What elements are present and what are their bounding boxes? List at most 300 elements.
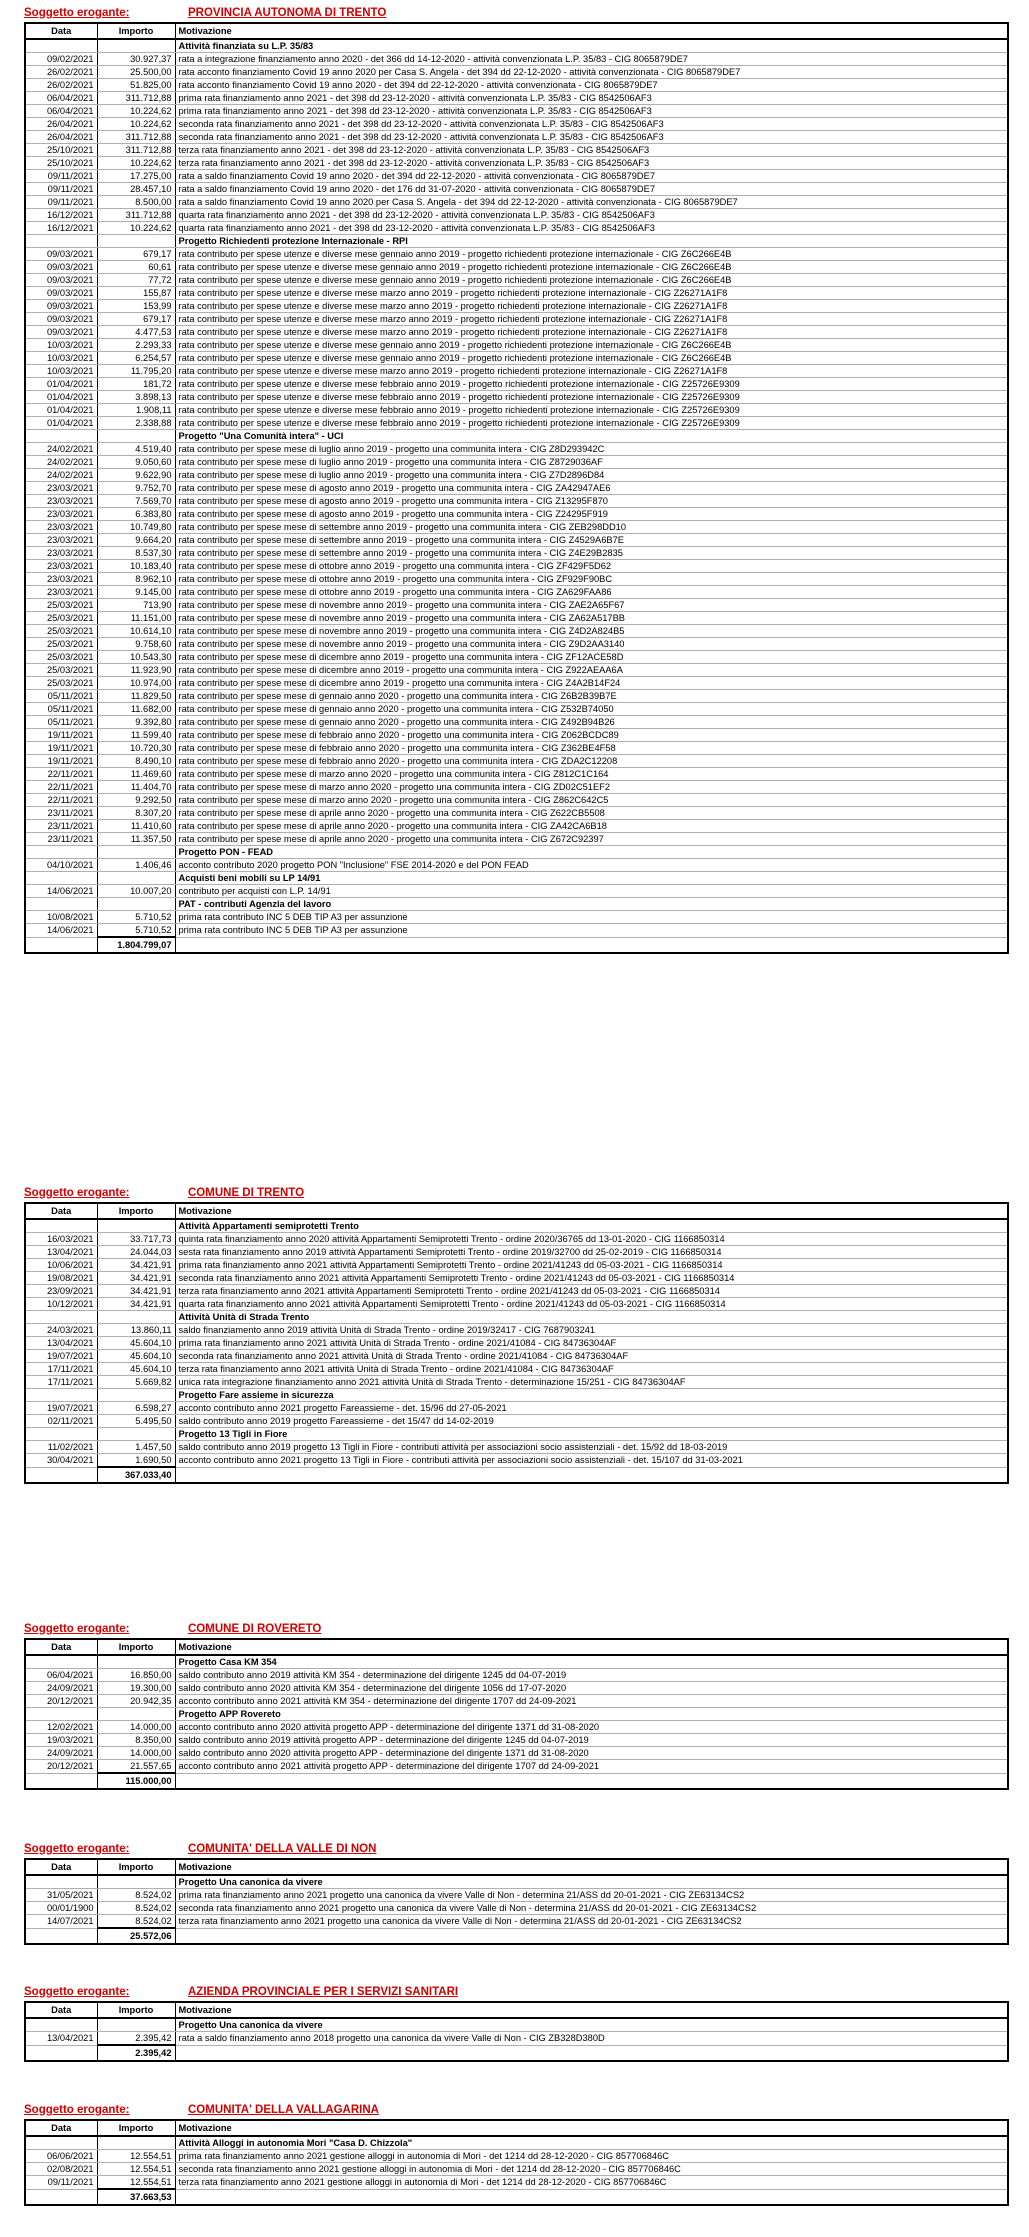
reason-cell: saldo contributo anno 2019 attività KM 354 - determinazione del dirigente 1245 dd 04-07-2019	[175, 1669, 1008, 1682]
amount-cell: 11.410,60	[97, 820, 175, 833]
amount-cell: 11.682,00	[97, 703, 175, 716]
empty-cell	[25, 1311, 97, 1324]
donor-label: Soggetto erogante:	[24, 2104, 130, 2116]
date-cell: 23/03/2021	[25, 521, 97, 534]
table-row	[25, 599, 1008, 612]
table-row	[25, 404, 1008, 417]
table-row	[25, 547, 1008, 560]
amount-cell: 10.614,10	[97, 625, 175, 638]
reason-cell: rata contributo per spese utenze e diverse mese marzo anno 2019 - progetto richiedenti protezione internazionale - CIG Z26271A1F8	[175, 326, 1008, 339]
total-amount: 1.804.799,07	[97, 937, 175, 953]
donor-header	[0, 1184, 1029, 1202]
donor-label: Soggetto erogante:	[24, 1623, 130, 1635]
amount-cell: 8.524,02	[97, 1902, 175, 1915]
total-row	[25, 1773, 1008, 1789]
table-row	[25, 781, 1008, 794]
table-row	[25, 820, 1008, 833]
reason-cell: prima rata finanziamento anno 2021 - det 398 dd 23-12-2020 - attività convenzionata L.P. 35/83 - CIG 8542506AF3	[175, 105, 1008, 118]
date-cell: 16/03/2021	[25, 1233, 97, 1246]
empty-cell	[25, 2136, 97, 2150]
table-row	[25, 911, 1008, 924]
table-row	[25, 196, 1008, 209]
amount-cell: 9.392,80	[97, 716, 175, 729]
table-row	[25, 1337, 1008, 1350]
reason-cell: acconto contributo anno 2021 attività KM 354 - determinazione del dirigente 1707 dd 24-09-2021	[175, 1695, 1008, 1708]
table-row	[25, 105, 1008, 118]
amount-cell: 9.145,00	[97, 586, 175, 599]
empty-cell	[25, 2018, 97, 2032]
table-row	[25, 534, 1008, 547]
table-row	[25, 352, 1008, 365]
donor-section	[0, 4, 1029, 954]
table-row	[25, 1298, 1008, 1311]
total-amount: 25.572,06	[97, 1928, 175, 1944]
date-cell: 23/11/2021	[25, 807, 97, 820]
date-cell: 24/02/2021	[25, 469, 97, 482]
table-row	[25, 2032, 1008, 2046]
date-cell: 09/11/2021	[25, 196, 97, 209]
date-cell: 17/11/2021	[25, 1376, 97, 1389]
amount-cell: 6.383,80	[97, 508, 175, 521]
total-amount: 367.033,40	[97, 1467, 175, 1483]
table-row	[25, 716, 1008, 729]
reason-cell: quarta rata finanziamento anno 2021 attività Appartamenti Semiprotetti Trento - ordine 2021/41243 dd 05-03-2021 - CIG 1166850314	[175, 1298, 1008, 1311]
amount-cell: 10.224,62	[97, 105, 175, 118]
date-cell: 06/04/2021	[25, 105, 97, 118]
group-heading-row	[25, 1655, 1008, 1669]
date-cell: 19/11/2021	[25, 729, 97, 742]
header-reason: Motivazione	[175, 23, 1008, 39]
empty-cell	[25, 1708, 97, 1721]
reason-cell: prima rata finanziamento anno 2021 - det 398 dd 23-12-2020 - attività convenzionata L.P. 35/83 - CIG 8542506AF3	[175, 92, 1008, 105]
reason-cell: saldo contributo anno 2020 attività KM 354 - determinazione del dirigente 1056 dd 17-07-2020	[175, 1682, 1008, 1695]
amount-cell: 30.927,37	[97, 53, 175, 66]
reason-cell: terza rata finanziamento anno 2021 gestione alloggi in autonomia di Mori - det 1214 dd 28-12-2020 - CIG 857706846C	[175, 2176, 1008, 2190]
empty-cell	[97, 872, 175, 885]
amount-cell: 14.000,00	[97, 1747, 175, 1760]
table-header-row	[25, 2002, 1008, 2018]
donor-section	[0, 1840, 1029, 1945]
donor-name: COMUNE DI TRENTO	[188, 1187, 305, 1199]
empty-cell	[97, 1311, 175, 1324]
empty-cell	[25, 872, 97, 885]
total-row	[25, 2189, 1008, 2205]
table-row	[25, 2163, 1008, 2176]
table-row	[25, 274, 1008, 287]
amount-cell: 12.554,51	[97, 2176, 175, 2190]
group-title: Attività Unità di Strada Trento	[175, 1311, 1008, 1324]
date-cell: 26/04/2021	[25, 118, 97, 131]
reason-cell: rata contributo per spese utenze e diverse mese febbraio anno 2019 - progetto richiedenti protezione internazionale - CIG Z25726E9309	[175, 417, 1008, 430]
date-cell: 13/04/2021	[25, 2032, 97, 2046]
payments-table	[24, 1202, 1009, 1484]
amount-cell: 9.622,90	[97, 469, 175, 482]
empty-cell	[97, 1708, 175, 1721]
amount-cell: 20.942,35	[97, 1695, 175, 1708]
amount-cell: 24.044,03	[97, 1246, 175, 1259]
header-amount: Importo	[97, 1639, 175, 1655]
date-cell: 22/11/2021	[25, 781, 97, 794]
date-cell: 22/11/2021	[25, 794, 97, 807]
table-row	[25, 1760, 1008, 1774]
reason-cell: rata contributo per spese utenze e diverse mese gennaio anno 2019 - progetto richiedenti protezione internazionale - CIG Z6C266E4B	[175, 339, 1008, 352]
amount-cell: 9.050,60	[97, 456, 175, 469]
amount-cell: 8.307,20	[97, 807, 175, 820]
donor-name: COMUNITA' DELLA VALLAGARINA	[188, 2104, 379, 2116]
table-row	[25, 1272, 1008, 1285]
amount-cell: 10.224,62	[97, 222, 175, 235]
empty-cell	[97, 2136, 175, 2150]
reason-cell: rata contributo per spese utenze e diverse mese febbraio anno 2019 - progetto richiedenti protezione internazionale - CIG Z25726E9309	[175, 404, 1008, 417]
date-cell: 11/02/2021	[25, 1441, 97, 1454]
group-heading-row	[25, 872, 1008, 885]
reason-cell: rata a saldo finanziamento Covid 19 anno 2020 per Casa S. Angela - det 394 dd 22-12-2020 - attività convenzionata - CIG 8065879DE7	[175, 196, 1008, 209]
empty-cell	[175, 2189, 1008, 2205]
table-row	[25, 417, 1008, 430]
group-title: Attività finanziata su L.P. 35/83	[175, 39, 1008, 53]
table-row	[25, 300, 1008, 313]
table-row	[25, 1363, 1008, 1376]
amount-cell: 11.923,90	[97, 664, 175, 677]
date-cell: 10/08/2021	[25, 911, 97, 924]
empty-cell	[97, 1219, 175, 1233]
date-cell: 01/04/2021	[25, 404, 97, 417]
reason-cell: unica rata integrazione finanziamento anno 2021 attività Unità di Strada Trento - determinazione 15/251 - CIG 84736304AF	[175, 1376, 1008, 1389]
total-amount: 115.000,00	[97, 1773, 175, 1789]
payments-table	[24, 22, 1009, 954]
empty-cell	[97, 898, 175, 911]
date-cell: 09/02/2021	[25, 53, 97, 66]
group-title: Progetto Casa KM 354	[175, 1655, 1008, 1669]
reason-cell: quinta rata finanziamento anno 2020 attività Appartamenti Semiprotetti Trento - ordine 2020/36765 dd 13-01-2020 - CIG 1166850314	[175, 1233, 1008, 1246]
date-cell: 23/03/2021	[25, 508, 97, 521]
date-cell: 05/11/2021	[25, 716, 97, 729]
table-row	[25, 521, 1008, 534]
table-row	[25, 131, 1008, 144]
reason-cell: rata contributo per spese mese di novembre anno 2019 - progetto una communita intera - CIG Z9D2AA3140	[175, 638, 1008, 651]
donor-header	[0, 1983, 1029, 2001]
group-heading-row	[25, 39, 1008, 53]
reason-cell: acconto contributo anno 2021 attività progetto APP - determinazione del dirigente 1707 dd 24-09-2021	[175, 1760, 1008, 1774]
donor-section	[0, 1620, 1029, 1790]
reason-cell: saldo contributo anno 2019 attività progetto APP - determinazione del dirigente 1245 dd 04-07-2019	[175, 1734, 1008, 1747]
reason-cell: rata contributo per spese utenze e diverse mese gennaio anno 2019 - progetto richiedenti protezione internazionale - CIG Z6C266E4B	[175, 248, 1008, 261]
table-row	[25, 651, 1008, 664]
amount-cell: 9.292,50	[97, 794, 175, 807]
table-row	[25, 391, 1008, 404]
group-heading-row	[25, 235, 1008, 248]
reason-cell: sesta rata finanziamento anno 2019 attività Appartamenti Semiprotetti Trento - ordine 2019/32700 dd 25-02-2019 - CIG 1166850314	[175, 1246, 1008, 1259]
donor-name: COMUNITA' DELLA VALLE DI NON	[188, 1843, 377, 1855]
donor-header	[0, 2101, 1029, 2119]
table-row	[25, 209, 1008, 222]
amount-cell: 45.604,10	[97, 1363, 175, 1376]
reason-cell: saldo contributo anno 2020 attività progetto APP - determinazione del dirigente 1371 dd 31-08-2020	[175, 1747, 1008, 1760]
date-cell: 13/04/2021	[25, 1337, 97, 1350]
reason-cell: rata acconto finanziamento Covid 19 anno 2020 per Casa S. Angela - det 394 dd 22-12-2020 - attività convenzionata - CIG 8065879DE7	[175, 66, 1008, 79]
table-row	[25, 768, 1008, 781]
table-row	[25, 1734, 1008, 1747]
date-cell: 25/03/2021	[25, 677, 97, 690]
date-cell: 26/02/2021	[25, 79, 97, 92]
amount-cell: 17.275,00	[97, 170, 175, 183]
reason-cell: rata contributo per spese mese di aprile anno 2020 - progetto una communita intera - CIG Z672C92397	[175, 833, 1008, 846]
reason-cell: rata contributo per spese mese di aprile anno 2020 - progetto una communita intera - CIG Z622CB5508	[175, 807, 1008, 820]
reason-cell: rata contributo per spese mese di marzo anno 2020 - progetto una communita intera - CIG ZD02C51EF2	[175, 781, 1008, 794]
date-cell: 09/03/2021	[25, 287, 97, 300]
table-row	[25, 742, 1008, 755]
group-heading-row	[25, 1875, 1008, 1889]
header-date: Data	[25, 1203, 97, 1219]
amount-cell: 10.974,00	[97, 677, 175, 690]
reason-cell: acconto contributo anno 2020 attività progetto APP - determinazione del dirigente 1371 dd 31-08-2020	[175, 1721, 1008, 1734]
empty-cell	[97, 1389, 175, 1402]
amount-cell: 5.710,52	[97, 911, 175, 924]
amount-cell: 34.421,91	[97, 1285, 175, 1298]
date-cell: 05/11/2021	[25, 703, 97, 716]
amount-cell: 34.421,91	[97, 1298, 175, 1311]
date-cell: 06/06/2021	[25, 2150, 97, 2163]
table-row	[25, 1376, 1008, 1389]
table-row	[25, 1350, 1008, 1363]
empty-cell	[25, 2045, 97, 2061]
amount-cell: 679,17	[97, 248, 175, 261]
date-cell: 09/03/2021	[25, 313, 97, 326]
date-cell: 25/03/2021	[25, 599, 97, 612]
reason-cell: rata contributo per spese utenze e diverse mese febbraio anno 2019 - progetto richiedenti protezione internazionale - CIG Z25726E9309	[175, 378, 1008, 391]
reason-cell: terza rata finanziamento anno 2021 progetto una canonica da vivere Valle di Non - determina 21/ASS dd 20-01-2021 - CIG ZE63134CS2	[175, 1915, 1008, 1929]
date-cell: 00/01/1900	[25, 1902, 97, 1915]
table-row	[25, 1695, 1008, 1708]
date-cell: 23/03/2021	[25, 586, 97, 599]
group-title: Progetto 13 Tigli in Fiore	[175, 1428, 1008, 1441]
table-header-row	[25, 2120, 1008, 2136]
table-row	[25, 924, 1008, 938]
payments-table	[24, 1638, 1009, 1790]
amount-cell: 679,17	[97, 313, 175, 326]
date-cell: 02/11/2021	[25, 1415, 97, 1428]
empty-cell	[25, 1428, 97, 1441]
amount-cell: 6.254,57	[97, 352, 175, 365]
date-cell: 31/05/2021	[25, 1889, 97, 1902]
total-row	[25, 1928, 1008, 1944]
amount-cell: 10.749,80	[97, 521, 175, 534]
table-row	[25, 807, 1008, 820]
payments-table	[24, 1858, 1009, 1945]
reason-cell: rata contributo per spese mese di aprile anno 2020 - progetto una communita intera - CIG ZA42CA6B18	[175, 820, 1008, 833]
date-cell: 24/09/2021	[25, 1682, 97, 1695]
reason-cell: terza rata finanziamento anno 2021 attività Unità di Strada Trento - ordine 2021/41084 - CIG 84736304AF	[175, 1363, 1008, 1376]
table-header-row	[25, 1639, 1008, 1655]
table-row	[25, 1246, 1008, 1259]
donor-section	[0, 1184, 1029, 1484]
header-amount: Importo	[97, 1203, 175, 1219]
reason-cell: quarta rata finanziamento anno 2021 - det 398 dd 23-12-2020 - attività convenzionata L.P. 35/83 - CIG 8542506AF3	[175, 209, 1008, 222]
reason-cell: rata contributo per spese mese di ottobre anno 2019 - progetto una communita intera - CIG ZF429F5D62	[175, 560, 1008, 573]
reason-cell: terza rata finanziamento anno 2021 - det 398 dd 23-12-2020 - attività convenzionata L.P. 35/83 - CIG 8542506AF3	[175, 144, 1008, 157]
reason-cell: rata contributo per spese mese di settembre anno 2019 - progetto una communita intera - CIG ZEB298DD10	[175, 521, 1008, 534]
empty-cell	[25, 430, 97, 443]
date-cell: 09/03/2021	[25, 300, 97, 313]
date-cell: 23/03/2021	[25, 495, 97, 508]
table-row	[25, 248, 1008, 261]
header-amount: Importo	[97, 1859, 175, 1875]
reason-cell: rata contributo per spese utenze e diverse mese gennaio anno 2019 - progetto richiedenti protezione internazionale - CIG Z6C266E4B	[175, 261, 1008, 274]
empty-cell	[97, 430, 175, 443]
amount-cell: 34.421,91	[97, 1259, 175, 1272]
table-row	[25, 482, 1008, 495]
date-cell: 04/10/2021	[25, 859, 97, 872]
table-row	[25, 729, 1008, 742]
amount-cell: 5.710,52	[97, 924, 175, 938]
amount-cell: 12.554,51	[97, 2150, 175, 2163]
amount-cell: 10.224,62	[97, 118, 175, 131]
amount-cell: 16.850,00	[97, 1669, 175, 1682]
total-row	[25, 1467, 1008, 1483]
table-header-row	[25, 23, 1008, 39]
header-date: Data	[25, 2002, 97, 2018]
total-amount: 37.663,53	[97, 2189, 175, 2205]
header-date: Data	[25, 1639, 97, 1655]
table-row	[25, 157, 1008, 170]
amount-cell: 10.007,20	[97, 885, 175, 898]
date-cell: 24/02/2021	[25, 443, 97, 456]
amount-cell: 9.664,20	[97, 534, 175, 547]
table-row	[25, 2150, 1008, 2163]
date-cell: 26/02/2021	[25, 66, 97, 79]
empty-cell	[25, 1467, 97, 1483]
amount-cell: 4.519,40	[97, 443, 175, 456]
group-title: PAT - contributi Agenzia del lavoro	[175, 898, 1008, 911]
amount-cell: 33.717,73	[97, 1233, 175, 1246]
group-title: Progetto Una canonica da vivere	[175, 2018, 1008, 2032]
reason-cell: seconda rata finanziamento anno 2021 - det 398 dd 23-12-2020 - attività convenzionata L.P. 35/83 - CIG 8542506AF3	[175, 131, 1008, 144]
date-cell: 10/03/2021	[25, 352, 97, 365]
date-cell: 19/07/2021	[25, 1402, 97, 1415]
reason-cell: rata contributo per spese utenze e diverse mese marzo anno 2019 - progetto richiedenti protezione internazionale - CIG Z26271A1F8	[175, 300, 1008, 313]
reason-cell: rata contributo per spese mese di marzo anno 2020 - progetto una communita intera - CIG Z862C642C5	[175, 794, 1008, 807]
date-cell: 16/12/2021	[25, 209, 97, 222]
amount-cell: 10.543,30	[97, 651, 175, 664]
table-row	[25, 53, 1008, 66]
table-row	[25, 1889, 1008, 1902]
amount-cell: 10.720,30	[97, 742, 175, 755]
reason-cell: rata contributo per spese mese di luglio anno 2019 - progetto una communita intera - CIG Z8D293942C	[175, 443, 1008, 456]
amount-cell: 2.338,88	[97, 417, 175, 430]
donor-label: Soggetto erogante:	[24, 7, 130, 19]
reason-cell: rata a saldo finanziamento Covid 19 anno 2020 - det 176 dd 31-07-2020 - attività convenzionata - CIG 8065879DE7	[175, 183, 1008, 196]
reason-cell: prima rata contributo INC 5 DEB TIP A3 per assunzione	[175, 911, 1008, 924]
amount-cell: 1.908,11	[97, 404, 175, 417]
reason-cell: rata contributo per spese mese di agosto anno 2019 - progetto una communita intera - CIG ZA42947AE6	[175, 482, 1008, 495]
header-date: Data	[25, 23, 97, 39]
reason-cell: rata acconto finanziamento Covid 19 anno 2020 - det 394 dd 22-12-2020 - attività convenzionata - CIG 8065879DE7	[175, 79, 1008, 92]
empty-cell	[25, 39, 97, 53]
amount-cell: 11.404,70	[97, 781, 175, 794]
date-cell: 09/11/2021	[25, 2176, 97, 2190]
table-row	[25, 1233, 1008, 1246]
reason-cell: rata a saldo finanziamento Covid 19 anno 2020 - det 394 dd 22-12-2020 - attività convenzionata - CIG 8065879DE7	[175, 170, 1008, 183]
date-cell: 19/03/2021	[25, 1734, 97, 1747]
reason-cell: prima rata finanziamento anno 2021 gestione alloggi in autonomia di Mori - det 1214 dd 28-12-2020 - CIG 857706846C	[175, 2150, 1008, 2163]
date-cell: 23/03/2021	[25, 482, 97, 495]
table-row	[25, 1902, 1008, 1915]
empty-cell	[25, 2189, 97, 2205]
amount-cell: 8.350,00	[97, 1734, 175, 1747]
group-title: Attività Alloggi in autonomia Mori "Casa D. Chizzola"	[175, 2136, 1008, 2150]
reason-cell: rata contributo per spese mese di novembre anno 2019 - progetto una communita intera - CIG Z4D2A824B5	[175, 625, 1008, 638]
date-cell: 23/09/2021	[25, 1285, 97, 1298]
header-reason: Motivazione	[175, 1203, 1008, 1219]
reason-cell: rata contributo per spese mese di luglio anno 2019 - progetto una communita intera - CIG Z7D2896D84	[175, 469, 1008, 482]
date-cell: 24/09/2021	[25, 1747, 97, 1760]
amount-cell: 713,90	[97, 599, 175, 612]
amount-cell: 14.000,00	[97, 1721, 175, 1734]
empty-cell	[25, 1773, 97, 1789]
donor-section	[0, 2101, 1029, 2206]
payments-table	[24, 2001, 1009, 2062]
amount-cell: 28.457,10	[97, 183, 175, 196]
amount-cell: 11.151,00	[97, 612, 175, 625]
table-row	[25, 690, 1008, 703]
empty-cell	[25, 846, 97, 859]
amount-cell: 19.300,00	[97, 1682, 175, 1695]
header-reason: Motivazione	[175, 2002, 1008, 2018]
empty-cell	[25, 1928, 97, 1944]
amount-cell: 6.598,27	[97, 1402, 175, 1415]
date-cell: 09/03/2021	[25, 248, 97, 261]
empty-cell	[97, 2018, 175, 2032]
amount-cell: 311.712,88	[97, 209, 175, 222]
date-cell: 23/03/2021	[25, 547, 97, 560]
reason-cell: rata contributo per spese mese di settembre anno 2019 - progetto una communita intera - CIG Z4E29B2835	[175, 547, 1008, 560]
table-row	[25, 833, 1008, 846]
amount-cell: 8.500,00	[97, 196, 175, 209]
group-heading-row	[25, 1389, 1008, 1402]
date-cell: 10/06/2021	[25, 1259, 97, 1272]
date-cell: 24/02/2021	[25, 456, 97, 469]
amount-cell: 181,72	[97, 378, 175, 391]
header-date: Data	[25, 1859, 97, 1875]
reason-cell: seconda rata finanziamento anno 2021 attività Appartamenti Semiprotetti Trento - ordine 2021/41243 dd 05-03-2021 - CIG 1166850314	[175, 1272, 1008, 1285]
group-heading-row	[25, 430, 1008, 443]
table-row	[25, 1915, 1008, 1929]
date-cell: 20/12/2021	[25, 1695, 97, 1708]
date-cell: 10/12/2021	[25, 1298, 97, 1311]
reason-cell: acconto contributo anno 2021 progetto 13 Tigli in Fiore - contributi attività per associazioni socio assistenziali - det. 15/107 dd 31-03-2021	[175, 1454, 1008, 1468]
reason-cell: seconda rata finanziamento anno 2021 attività Unità di Strada Trento - ordine 2021/41084 - CIG 84736304AF	[175, 1350, 1008, 1363]
donor-label: Soggetto erogante:	[24, 1843, 130, 1855]
group-title: Acquisti beni mobili su LP 14/91	[175, 872, 1008, 885]
amount-cell: 1.457,50	[97, 1441, 175, 1454]
table-row	[25, 664, 1008, 677]
amount-cell: 34.421,91	[97, 1272, 175, 1285]
table-row	[25, 1402, 1008, 1415]
table-row	[25, 339, 1008, 352]
table-row	[25, 573, 1008, 586]
table-row	[25, 859, 1008, 872]
empty-cell	[97, 846, 175, 859]
date-cell: 05/11/2021	[25, 690, 97, 703]
header-date: Data	[25, 2120, 97, 2136]
amount-cell: 4.477,53	[97, 326, 175, 339]
reason-cell: rata contributo per spese utenze e diverse mese marzo anno 2019 - progetto richiedenti protezione internazionale - CIG Z26271A1F8	[175, 313, 1008, 326]
table-row	[25, 1747, 1008, 1760]
reason-cell: rata contributo per spese mese di settembre anno 2019 - progetto una communita intera - CIG Z4529A6B7E	[175, 534, 1008, 547]
date-cell: 20/12/2021	[25, 1760, 97, 1774]
header-amount: Importo	[97, 23, 175, 39]
date-cell: 25/03/2021	[25, 625, 97, 638]
